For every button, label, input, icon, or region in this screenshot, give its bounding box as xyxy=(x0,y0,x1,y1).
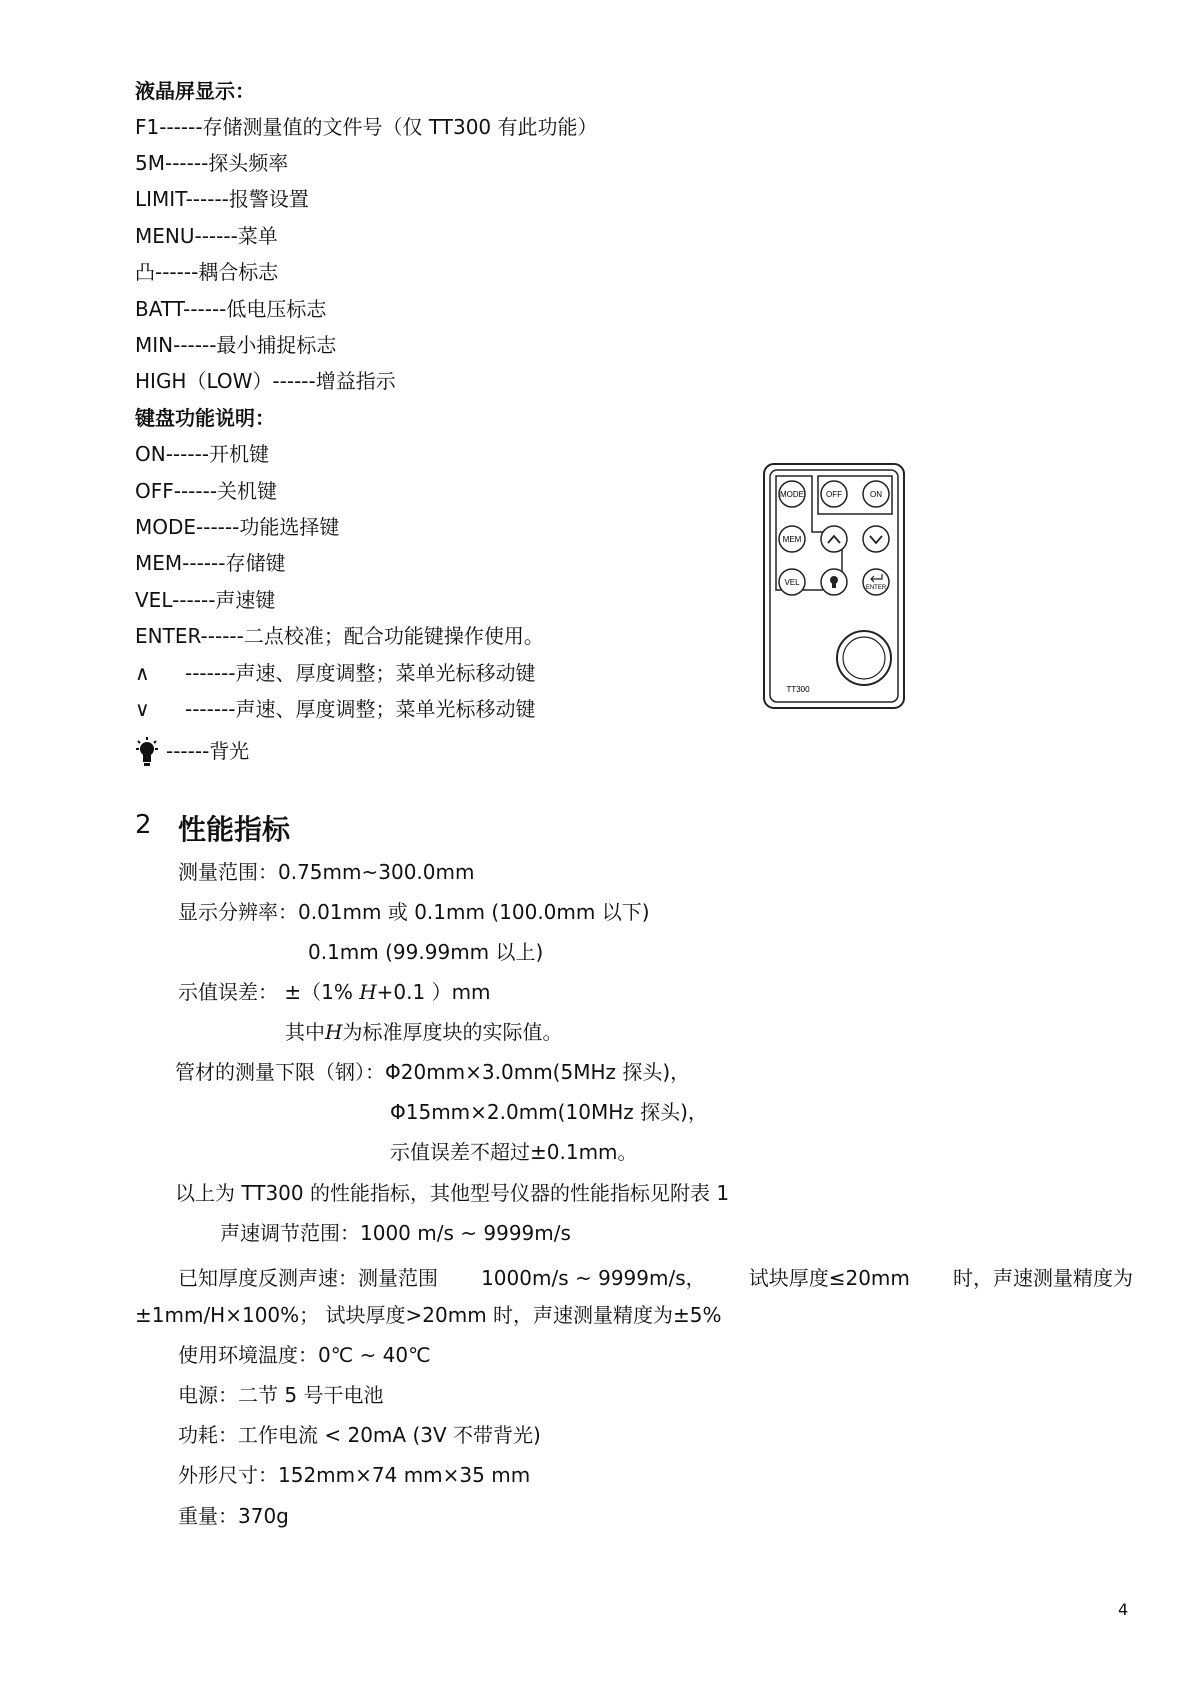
model-label: TT300 xyxy=(786,685,810,694)
lcd-item: MENU------菜单 xyxy=(135,224,278,248)
spec-h-note xyxy=(285,1019,562,1045)
spec-error xyxy=(178,979,491,1005)
up-key xyxy=(821,526,847,552)
page-number: 4 xyxy=(1118,1600,1129,1619)
key-item: ENTER------二点校准；配合功能键操作使用。 xyxy=(135,624,544,648)
key-item-up xyxy=(135,660,536,686)
tube-label: 管材的测量下限（钢）： xyxy=(175,1060,385,1084)
probe-socket xyxy=(837,631,891,685)
h-note-prefix: 其中 xyxy=(285,1020,325,1044)
mode-key-label: MODE xyxy=(780,490,804,499)
lcd-item: LIMIT------报警设置 xyxy=(135,187,309,211)
key-item: MEM------存储键 xyxy=(135,551,286,575)
lcd-item: HIGH（LOW）------增益指示 xyxy=(135,369,396,393)
enter-key-label: ENTER xyxy=(865,585,887,591)
h-note-suffix: 为标准厚度块的实际值。 xyxy=(342,1020,563,1044)
reverse-part: 时，声速测量精度为 xyxy=(952,1266,1133,1290)
lcd-item: 凸------耦合标志 xyxy=(135,260,279,284)
reverse-part: 已知厚度反测声速：测量范围 xyxy=(178,1266,438,1290)
lcd-item: 5M------探头频率 xyxy=(135,151,289,175)
spec-consumption: 功耗：工作电流 < 20mA (3V 不带背光) xyxy=(178,1423,541,1447)
key-item: MODE------功能选择键 xyxy=(135,515,340,539)
spec-range: 测量范围：0.75mm~300.0mm xyxy=(178,860,475,884)
spec-error-suffix: +0.1 ）mm xyxy=(376,980,491,1004)
on-key-label: ON xyxy=(870,490,882,499)
off-key xyxy=(821,481,847,507)
vel-key xyxy=(779,569,805,595)
spec-error-prefix: 示值误差： ±（1% xyxy=(178,980,353,1004)
lcd-item: BATT------低电压标志 xyxy=(135,297,327,321)
mem-key xyxy=(779,526,805,552)
spec-resolution-2: 0.1mm (99.99mm 以上) xyxy=(308,940,544,964)
enter-key xyxy=(863,569,889,595)
section-number: 2 xyxy=(135,810,152,840)
spec-power: 电源：二节 5 号干电池 xyxy=(178,1383,384,1407)
backlight-desc: ------背光 xyxy=(166,739,250,763)
backlight-key xyxy=(821,569,847,595)
spec-resolution: 显示分辨率：0.01mm 或 0.1mm (100.0mm 以下) xyxy=(178,900,650,924)
up-arrow-icon: ∧ xyxy=(135,661,150,685)
spec-error-var: H xyxy=(359,980,377,1004)
lcd-item: MIN------最小捕捉标志 xyxy=(135,333,337,357)
h-note-var: H xyxy=(325,1020,343,1044)
down-arrow-icon: ∨ xyxy=(135,697,150,721)
key-item: VEL------声速键 xyxy=(135,588,276,612)
vel-key-label: VEL xyxy=(784,578,800,587)
tube-spec-2: Φ15mm×2.0mm(10MHz 探头)， xyxy=(390,1100,708,1124)
tube-spec-1: Φ20mm×3.0mm(5MHz 探头)， xyxy=(385,1060,691,1084)
tt300-keypad-diagram xyxy=(762,462,906,710)
keys-heading: 键盘功能说明： xyxy=(135,406,275,430)
spec-reverse-line-2: ±1mm/H×100%； 试块厚度>20mm 时，声速测量精度为±5% xyxy=(135,1303,722,1327)
spec-temperature: 使用环境温度：0℃ ~ 40℃ xyxy=(178,1343,431,1367)
mem-key-label: MEM xyxy=(782,535,802,544)
key-item: ON------开机键 xyxy=(135,442,270,466)
mode-key xyxy=(779,481,805,507)
on-key xyxy=(863,481,889,507)
down-key xyxy=(863,526,889,552)
spec-tube xyxy=(175,1059,690,1085)
up-key-desc: -------声速、厚度调整；菜单光标移动键 xyxy=(185,661,536,685)
spec-dimensions: 外形尺寸：152mm×74 mm×35 mm xyxy=(178,1463,531,1487)
tube-spec-3: 示值误差不超过±0.1mm。 xyxy=(390,1140,638,1164)
spec-weight: 重量：370g xyxy=(178,1504,289,1528)
spec-reverse-line-1 xyxy=(178,1262,1133,1291)
key-item-down xyxy=(135,696,536,722)
reverse-part: 1000m/s ~ 9999m/s， xyxy=(481,1266,706,1290)
section-title: 性能指标 xyxy=(178,813,291,846)
down-key-desc: -------声速、厚度调整；菜单光标移动键 xyxy=(185,697,536,721)
lightbulb-icon xyxy=(134,737,160,769)
reverse-part: 试块厚度≤20mm xyxy=(748,1266,910,1290)
key-item: OFF------关机键 xyxy=(135,479,278,503)
tt300-note: 以上为 TT300 的性能指标，其他型号仪器的性能指标见附表 1 xyxy=(175,1181,730,1205)
lcd-item: F1------存储测量值的文件号（仅 TT300 有此功能） xyxy=(135,115,598,139)
off-key-label: OFF xyxy=(826,490,842,499)
spec-sound-range: 声速调节范围：1000 m/s ~ 9999m/s xyxy=(220,1221,571,1245)
lcd-heading: 液晶屏显示： xyxy=(135,79,255,103)
